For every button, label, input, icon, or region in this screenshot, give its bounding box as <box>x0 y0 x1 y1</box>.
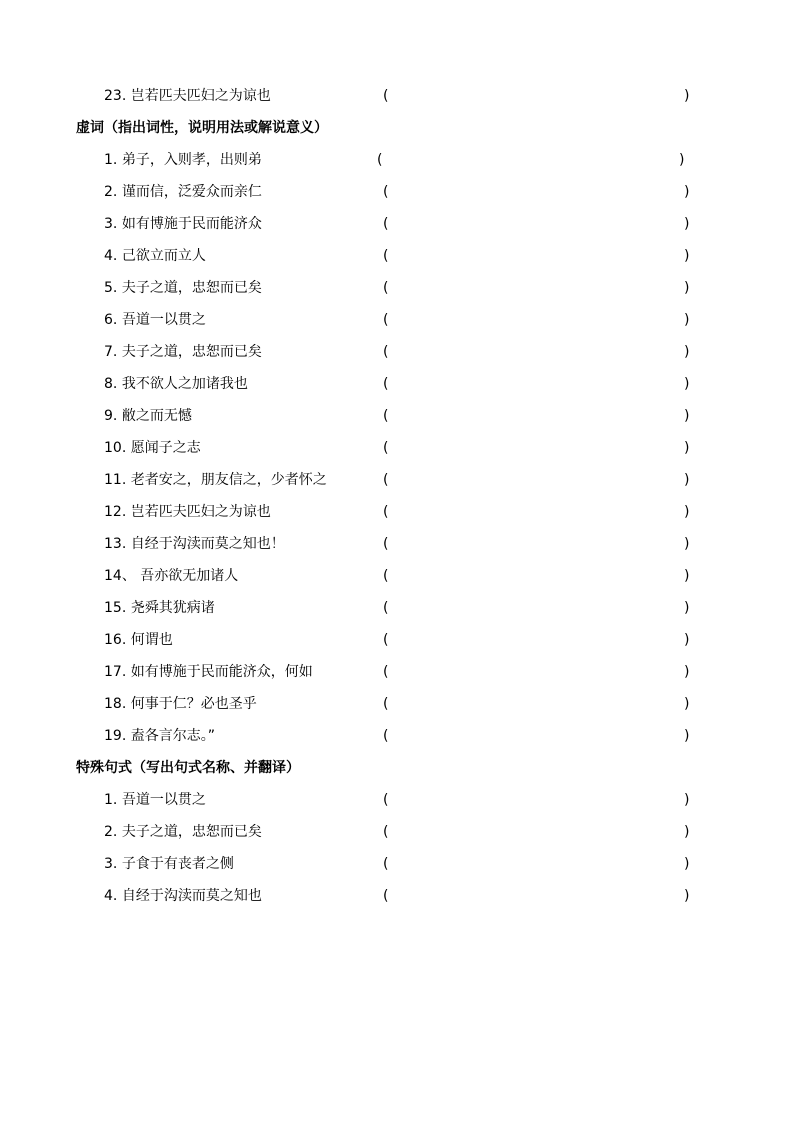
item-number: 13 <box>104 536 122 552</box>
item-number: 19 <box>104 728 122 744</box>
item-phrase: 吾道一以贯之 <box>121 792 206 808</box>
item-number: 2 <box>104 824 113 840</box>
answer-open-paren: ( <box>377 152 383 168</box>
item-text <box>104 726 215 746</box>
item-phrase: 弟子，入则孝，出则弟 <box>121 152 262 168</box>
item-separator: 、 <box>121 568 136 584</box>
list-item <box>0 630 794 650</box>
item-text <box>104 854 234 874</box>
answer-open-paren: ( <box>383 792 389 808</box>
item-phrase: 盍各言尔志。” <box>130 728 215 744</box>
item-separator: . <box>112 888 118 904</box>
answer-close-paren: ) <box>684 408 690 424</box>
item-separator: . <box>121 696 127 712</box>
item-number: 11 <box>104 472 122 488</box>
item-number: 1 <box>104 152 113 168</box>
item-phrase: 何事于仁？必也圣乎 <box>130 696 257 712</box>
item-phrase: 吾亦欲无加诸人 <box>140 568 239 584</box>
answer-open-paren: ( <box>383 440 389 456</box>
answer-close-paren: ) <box>684 88 690 104</box>
list-item <box>0 662 794 682</box>
item-separator: . <box>112 312 118 328</box>
item-text <box>104 534 285 554</box>
item-phrase: 吾道一以贯之 <box>121 312 206 328</box>
list-item <box>0 598 794 618</box>
item-phrase: 子食于有丧者之侧 <box>121 856 234 872</box>
item-phrase: 尧舜其犹病诸 <box>130 600 215 616</box>
answer-open-paren: ( <box>383 632 389 648</box>
item-number: 6 <box>104 312 113 328</box>
item-separator: . <box>112 152 118 168</box>
item-phrase: 夫子之道，忠恕而已矣 <box>121 280 262 296</box>
item-number: 10 <box>104 440 122 456</box>
answer-open-paren: ( <box>383 376 389 392</box>
answer-close-paren: ) <box>684 504 690 520</box>
answer-close-paren: ) <box>684 216 690 232</box>
list-item <box>0 726 794 746</box>
item-number: 3 <box>104 856 113 872</box>
item-separator: . <box>121 504 127 520</box>
item-number: 4 <box>104 248 113 264</box>
answer-open-paren: ( <box>383 248 389 264</box>
section-heading-teshu: 特殊句式（写出句式名称、并翻译） <box>76 760 300 776</box>
answer-close-paren: ) <box>684 376 690 392</box>
answer-close-paren: ) <box>684 344 690 360</box>
item-number: 18 <box>104 696 122 712</box>
answer-close-paren: ) <box>684 536 690 552</box>
item-phrase: 何谓也 <box>130 632 173 648</box>
answer-open-paren: ( <box>383 536 389 552</box>
list-item <box>0 822 794 842</box>
item-text <box>104 598 215 618</box>
list-item <box>0 502 794 522</box>
item-separator: . <box>121 664 127 680</box>
list-item <box>0 406 794 426</box>
section-heading-xuci: 虚词（指出词性，说明用法或解说意义） <box>76 120 328 136</box>
answer-open-paren: ( <box>383 216 389 232</box>
item-text <box>104 310 206 330</box>
answer-close-paren: ) <box>684 728 690 744</box>
item-text <box>104 86 271 106</box>
answer-close-paren: ) <box>684 248 690 264</box>
item-number: 23 <box>104 88 122 104</box>
answer-open-paren: ( <box>383 856 389 872</box>
item-text <box>104 342 262 362</box>
item-text <box>104 694 257 714</box>
answer-close-paren: ) <box>684 664 690 680</box>
item-text <box>104 790 206 810</box>
item-phrase: 岂若匹夫匹妇之为谅也 <box>130 504 271 520</box>
list-item <box>0 790 794 810</box>
answer-close-paren: ) <box>684 632 690 648</box>
item-text <box>104 278 262 298</box>
item-separator: . <box>121 600 127 616</box>
answer-open-paren: ( <box>383 344 389 360</box>
item-number: 5 <box>104 280 113 296</box>
item-phrase: 谨而信，泛爱众而亲仁 <box>121 184 262 200</box>
answer-open-paren: ( <box>383 504 389 520</box>
item-separator: . <box>112 824 118 840</box>
answer-close-paren: ) <box>679 152 685 168</box>
item-separator: . <box>112 248 118 264</box>
list-item <box>0 566 794 586</box>
list-item <box>0 150 794 170</box>
item-number: 17 <box>104 664 122 680</box>
item-separator: . <box>112 280 118 296</box>
item-text <box>104 374 248 394</box>
answer-close-paren: ) <box>684 856 690 872</box>
list-item <box>0 438 794 458</box>
answer-open-paren: ( <box>383 280 389 296</box>
answer-open-paren: ( <box>383 600 389 616</box>
list-item <box>0 246 794 266</box>
answer-close-paren: ) <box>684 312 690 328</box>
answer-close-paren: ) <box>684 824 690 840</box>
item-phrase: 自经于沟渎而莫之知也！ <box>130 536 285 552</box>
answer-open-paren: ( <box>383 472 389 488</box>
answer-open-paren: ( <box>383 312 389 328</box>
answer-open-paren: ( <box>383 184 389 200</box>
answer-close-paren: ) <box>684 472 690 488</box>
item-text <box>104 470 327 490</box>
list-item <box>0 214 794 234</box>
list-item <box>0 182 794 202</box>
item-separator: . <box>112 344 118 360</box>
item-text <box>104 886 262 906</box>
answer-close-paren: ) <box>684 280 690 296</box>
answer-open-paren: ( <box>383 664 389 680</box>
answer-open-paren: ( <box>383 888 389 904</box>
item-number: 3 <box>104 216 113 232</box>
item-separator: . <box>112 216 118 232</box>
answer-open-paren: ( <box>383 408 389 424</box>
item-number: 12 <box>104 504 122 520</box>
list-item <box>0 374 794 394</box>
item-text <box>104 662 313 682</box>
list-item <box>0 342 794 362</box>
item-number: 7 <box>104 344 113 360</box>
item-separator: . <box>112 184 118 200</box>
answer-open-paren: ( <box>383 728 389 744</box>
item-phrase: 己欲立而立人 <box>121 248 206 264</box>
answer-close-paren: ) <box>684 568 690 584</box>
answer-close-paren: ) <box>684 696 690 712</box>
item-phrase: 自经于沟渎而莫之知也 <box>121 888 262 904</box>
item-text <box>104 822 262 842</box>
item-text <box>104 406 192 426</box>
list-item <box>0 310 794 330</box>
answer-open-paren: ( <box>383 88 389 104</box>
list-item <box>0 470 794 490</box>
item-text <box>104 150 262 170</box>
list-item <box>0 886 794 906</box>
list-item <box>0 694 794 714</box>
item-number: 14 <box>104 568 122 584</box>
item-phrase: 我不欲人之加诸我也 <box>121 376 248 392</box>
answer-close-paren: ) <box>684 888 690 904</box>
item-separator: . <box>112 408 118 424</box>
item-text <box>104 566 238 586</box>
item-phrase: 夫子之道，忠恕而已矣 <box>121 344 262 360</box>
item-separator: . <box>112 856 118 872</box>
item-number: 2 <box>104 184 113 200</box>
item-text <box>104 630 173 650</box>
item-number: 9 <box>104 408 113 424</box>
answer-close-paren: ) <box>684 792 690 808</box>
answer-open-paren: ( <box>383 568 389 584</box>
item-text <box>104 502 271 522</box>
item-phrase: 敝之而无憾 <box>121 408 192 424</box>
item-separator: . <box>112 376 118 392</box>
item-phrase: 老者安之，朋友信之，少者怀之 <box>130 472 327 488</box>
list-item <box>0 278 794 298</box>
item-phrase: 如有博施于民而能济众，何如 <box>130 664 313 680</box>
item-number: 4 <box>104 888 113 904</box>
item-separator: . <box>121 632 127 648</box>
item-separator: . <box>112 792 118 808</box>
item-separator: . <box>121 88 127 104</box>
answer-close-paren: ) <box>684 600 690 616</box>
item-text <box>104 182 262 202</box>
item-number: 1 <box>104 792 113 808</box>
answer-open-paren: ( <box>383 824 389 840</box>
list-item <box>0 86 794 106</box>
item-separator: . <box>121 472 127 488</box>
item-number: 15 <box>104 600 122 616</box>
list-item <box>0 534 794 554</box>
item-phrase: 岂若匹夫匹妇之为谅也 <box>130 88 271 104</box>
item-separator: . <box>121 728 127 744</box>
item-phrase: 夫子之道，忠恕而已矣 <box>121 824 262 840</box>
item-phrase: 如有博施于民而能济众 <box>121 216 262 232</box>
list-item <box>0 854 794 874</box>
answer-open-paren: ( <box>383 696 389 712</box>
item-text <box>104 246 206 266</box>
item-separator: . <box>121 440 127 456</box>
item-text <box>104 438 201 458</box>
item-number: 16 <box>104 632 122 648</box>
answer-close-paren: ) <box>684 440 690 456</box>
answer-close-paren: ) <box>684 184 690 200</box>
item-text <box>104 214 262 234</box>
item-phrase: 愿闻子之志 <box>130 440 201 456</box>
item-number: 8 <box>104 376 113 392</box>
item-separator: . <box>121 536 127 552</box>
